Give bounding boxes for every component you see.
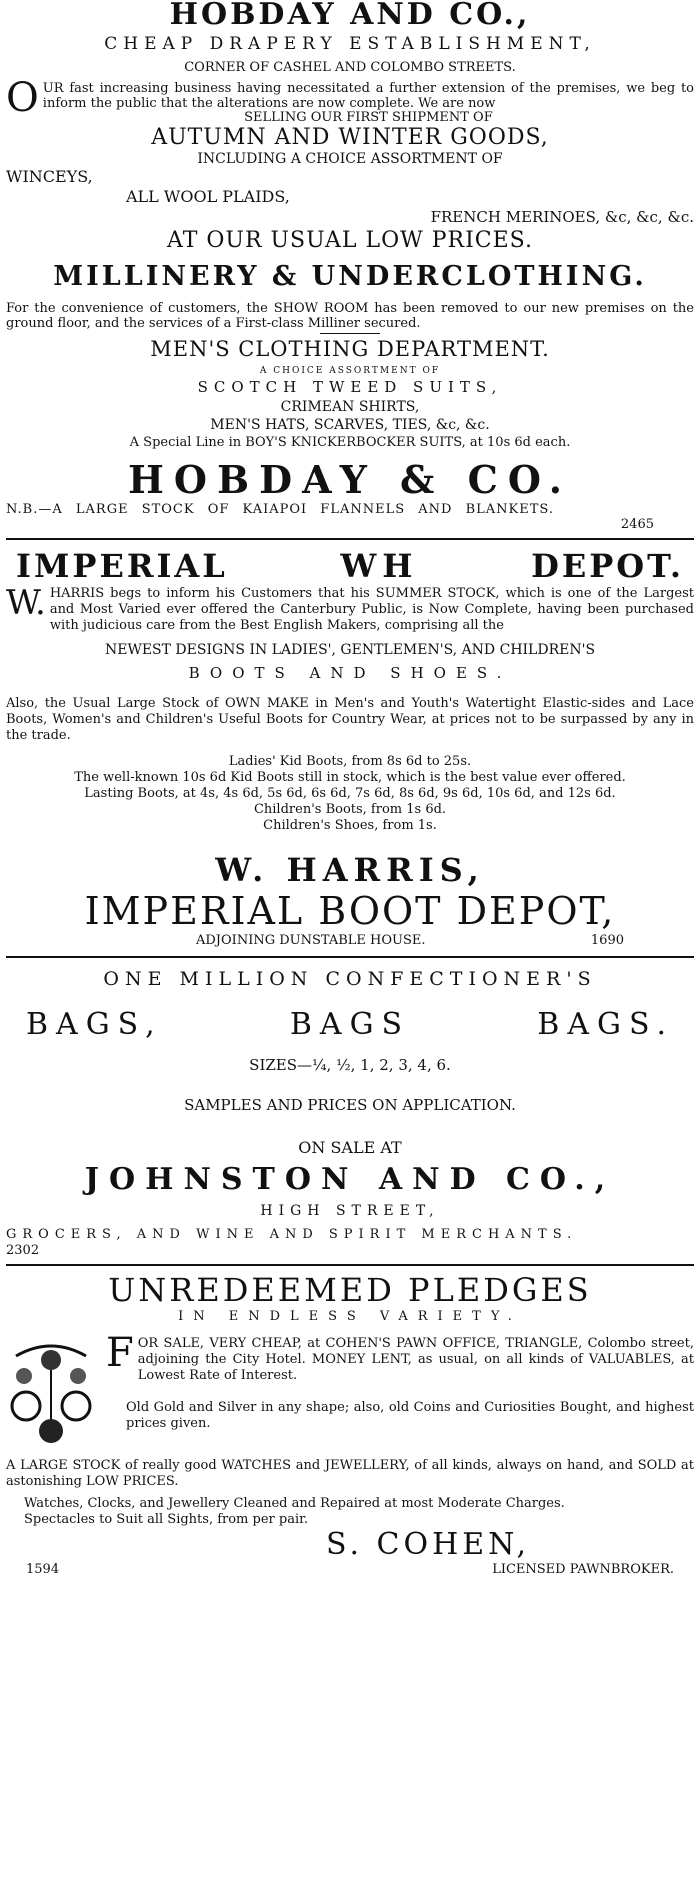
cohen-watches: Watches, Clocks, and Jewellery Cleaned and Repaired at most Moderate Charges. — [24, 1496, 565, 1511]
johnston-advert — [6, 964, 694, 1258]
harris-title-left: IMPERIAL — [16, 547, 228, 585]
price-line: Children's Boots, from 1s 6d. — [253, 802, 447, 817]
hobday-autumn: AUTUMN AND WINTER GOODS, — [151, 125, 549, 150]
bags-word: BAGS — [289, 1007, 411, 1042]
section-divider — [6, 538, 694, 540]
price-line: Children's Shoes, from 1s. — [263, 818, 437, 833]
cohen-variety: IN ENDLESS VARIETY. — [178, 1309, 522, 1324]
hobday-showroom: For the convenience of customers, the SHOW ROOM has been removed to our new premises on the ground floor, and the services of a First-class Milliner secured. — [6, 301, 694, 331]
hobday-subtitle: CHEAP DRAPERY ESTABLISHMENT, — [104, 34, 596, 54]
hobday-plaids: ALL WOOL PLAIDS, — [126, 187, 290, 206]
hobday-low-prices: AT OUR USUAL LOW PRICES. — [167, 228, 533, 253]
hobday-merinoes: FRENCH MERINOES, &c, &c, &c. — [430, 208, 694, 226]
price-line: Ladies' Kid Boots, from 8s 6d to 25s. — [228, 754, 472, 769]
hobday-signature: HOBDAY & CO. — [128, 457, 572, 502]
section-divider — [6, 1264, 694, 1266]
harris-boots: BOOTS AND SHOES. — [188, 664, 512, 682]
price-line: Lasting Boots, at 4s, 4s 6d, 5s 6d, 6s 6d, 7s 6d, 8s 6d, 9s 6d, 10s 6d, and 12s 6d. — [84, 786, 616, 801]
hobday-dropcap: O — [6, 75, 39, 121]
section-divider — [6, 956, 694, 958]
harris-intro — [6, 583, 694, 634]
hobday-choice: A CHOICE ASSORTMENT OF — [259, 366, 441, 376]
hobday-hats: MEN'S HATS, SCARVES, TIES, &c, &c. — [210, 417, 490, 433]
harris-prices — [6, 754, 694, 834]
harris-depot: IMPERIAL BOOT DEPOT, — [84, 889, 616, 933]
johnston-ref: 2302 — [6, 1243, 40, 1258]
cohen-advert — [6, 1272, 694, 1578]
bags-word: BAGS. — [537, 1007, 674, 1042]
cohen-intro-text: OR SALE, VERY CHEAP, at COHEN'S PAWN OFFICE, TRIANGLE, Colombo street, adjoining the City Hotel. MONEY LENT, as usual, on all kinds of VALUABLES, at Lowest Rate of Interest. — [137, 1336, 694, 1383]
bags-word: BAGS, — [26, 1007, 163, 1042]
hobday-intro-text: UR fast increasing business having necessitated a further extension of the premises, we beg to inform the public that the alterations are now complete. We are now — [42, 81, 694, 111]
price-line: The well-known 10s 6d Kid Boots still in stock, which is the best value ever offered. — [74, 770, 626, 785]
harris-title — [6, 546, 694, 586]
hobday-special: A Special Line in BOY'S KNICKERBOCKER SUITS, at 10s 6d each. — [129, 435, 571, 450]
johnston-one-million: ONE MILLION CONFECTIONER'S — [103, 968, 597, 990]
cohen-dropcap: F — [106, 1330, 134, 1376]
cohen-spectacles: Spectacles to Suit all Sights, from per pair. — [24, 1512, 309, 1527]
jewellery-icon — [6, 1336, 96, 1446]
harris-also: Also, the Usual Large Stock of OWN MAKE in Men's and Youth's Watertight Elastic-sides and Lace Boots, Women's and Children's Useful Boots for Country Wear, at prices not to be surpassed by any in the trade. — [6, 696, 694, 743]
harris-title-right: DEPOT. — [531, 547, 684, 585]
harris-advert — [6, 546, 694, 950]
divider — [320, 333, 380, 334]
johnston-street: HIGH STREET, — [260, 1203, 440, 1219]
cohen-signature: S. COHEN, — [326, 1527, 531, 1562]
harris-intro-text: HARRIS begs to inform his Customers that his SUMMER STOCK, which is one of the Largest and Most Varied ever offered the Canterbury Public, is Now Complete, having been purchased with judicious care from the Best English Makers, comprising all the — [49, 586, 694, 633]
jewellery-illustration — [6, 1336, 106, 1450]
harris-monogram: WH — [340, 547, 419, 585]
hobday-title: HOBDAY AND CO., — [169, 0, 531, 32]
cohen-licensed: LICENSED PAWNBROKER. — [492, 1562, 674, 1577]
harris-adjoining: ADJOINING DUNSTABLE HOUSE. — [196, 933, 426, 948]
johnston-grocers: GROCERS, AND WINE AND SPIRIT MERCHANTS. — [6, 1227, 578, 1242]
johnston-samples: SAMPLES AND PRICES ON APPLICATION. — [184, 1096, 516, 1114]
hobday-advert — [6, 0, 694, 532]
hobday-including: INCLUDING A CHOICE ASSORTMENT OF — [197, 151, 503, 167]
hobday-address: CORNER OF CASHEL AND COLOMBO STREETS. — [184, 60, 516, 75]
cohen-stock: A LARGE STOCK of really good WATCHES and JEWELLERY, of all kinds, always on hand, and SOLD at astonishing LOW PRICES. — [6, 1458, 694, 1489]
hobday-nb: N.B.—A LARGE STOCK OF KAIAPOI FLANNELS AND BLANKETS. — [6, 502, 554, 517]
cohen-intro — [106, 1330, 694, 1384]
hobday-tweed: SCOTCH TWEED SUITS, — [197, 378, 503, 396]
harris-ref: 1690 — [590, 933, 624, 948]
hobday-millinery: MILLINERY & UNDERCLOTHING. — [53, 261, 647, 292]
johnston-sizes: SIZES—¼, ½, 1, 2, 3, 4, 6. — [249, 1056, 451, 1074]
hobday-winceys: WINCEYS, — [6, 167, 93, 186]
harris-dropcap: W. — [6, 583, 46, 623]
johnston-on-sale: ON SALE AT — [298, 1138, 402, 1157]
johnston-name: JOHNSTON AND CO., — [84, 1162, 616, 1197]
harris-signature: W. HARRIS, — [215, 851, 485, 889]
cohen-gold: Old Gold and Silver in any shape; also, old Coins and Curiosities Bought, and highest prices given. — [126, 1400, 694, 1431]
harris-newest: NEWEST DESIGNS IN LADIES', GENTLEMEN'S, AND CHILDREN'S — [104, 642, 596, 658]
hobday-selling: SELLING OUR FIRST SHIPMENT OF — [244, 110, 493, 125]
cohen-text — [106, 1330, 694, 1450]
hobday-ref: 2465 — [620, 517, 654, 532]
hobday-mens-dept: MEN'S CLOTHING DEPARTMENT. — [150, 337, 550, 361]
cohen-footer — [6, 1562, 694, 1578]
cohen-title: UNREDEEMED PLEDGES — [108, 1271, 592, 1309]
cohen-body — [6, 1330, 694, 1450]
hobday-crimean: CRIMEAN SHIRTS, — [280, 399, 420, 415]
cohen-ref: 1594 — [26, 1562, 60, 1577]
harris-footer — [6, 932, 694, 950]
johnston-bags — [6, 1000, 694, 1050]
